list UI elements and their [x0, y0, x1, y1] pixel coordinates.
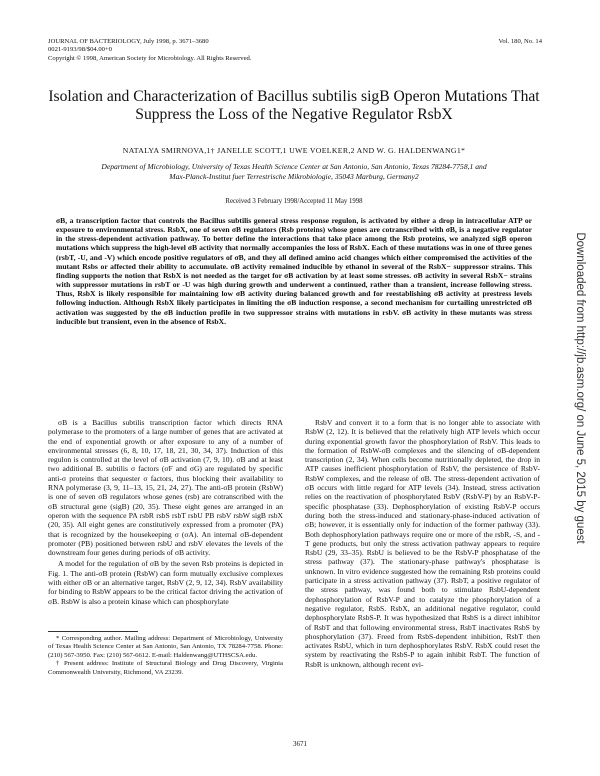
- received-accepted-dates: Received 3 February 1998/Accepted 11 May 1998: [225, 198, 363, 205]
- abstract: σB, a transcription factor that controls the Bacillus subtilis general stress response regulon, is activated by either a drop in intracellular ATP or exposure to environmental stress. RsbX, one of seven σB regulators (Rsb proteins) whose genes are cotranscribed with σB, is a negative regulator in the stress-dependent activation pathway. To better define the interactions that take place among the Rsb proteins, we analyzed sigB operon mutations which suppress the high-level σB activity that normally accompanies the loss of RsbX. Each of these mutations was in one of three genes (rsbT, -U, and -V) which encode positive regulators of σB, and they all defined amino acid changes which either compromised the activities of the mutant Rsbs or affected their ability to accumulate. σB activity remained inducible by ethanol in several of the RsbX− suppressor strains. This finding supports the notion that RsbX is not needed as the target for σB activation by at least some stresses. σB activity in several RsbX− strains with suppressor mutations in rsbT or -U was high during growth and underwent a continued, rather than a transient, increase following stress. Thus, RsbX is likely responsible for maintaining low σB activity during balanced growth and for reestablishing σB activity at prestress levels following induction. Although RsbX likely participates in limiting the σB induction response, a second mechanism for curtailing unrestricted σB activation was suggested by the σB induction profile in two suppressor strains with mutations in rsbV. σB activity in these mutants was stress inducible but transient, even in the absence of RsbX.: [56, 216, 532, 326]
- volume-info: Vol. 180, No. 14: [498, 38, 542, 45]
- body-paragraph: σB is a Bacillus subtilis transcription factor which directs RNA polymerase to the promoters of a large number of genes that are activated at the end of exponential growth or after exposure to any of a number of environmental stresses (6, 8, 10, 17, 18, 21, 30, 34, 37). Induction of this regulon is controlled at the level of σB activation (7, 9, 10). σB and at least two additional B. subtilis σ factors (σF and σG) are regulated by specific anti-σ proteins that sequester σ factors, thus blocking their availability to RNA polymerase (3, 9, 11–13, 15, 21, 24, 27). The anti-σB protein (RsbW) is one of seven σB regulators whose genes (rsb) are cotranscribed with the σB structural gene (sigB) (20, 35). These eight genes are arranged in an operon with the sequence PA rsbR rsbS rsbT rsbU PB rsbV rsbW sigB rsbX (20, 35). All eight genes are constitutively expressed from a promoter (PA) that is recognized by the housekeeping σ (σA). An internal σB-dependent promoter (PB) positioned between rsbU and rsbV elevates the levels of the downstream four genes during periods of σB activity.: [48, 418, 283, 558]
- article-title: Isolation and Characterization of Bacillus subtilis sigB Operon Mutations That Suppress the Loss of the Negative Regulator RsbX: [48, 88, 540, 123]
- page-number: 3671: [293, 740, 307, 748]
- download-watermark-text: Downloaded from http://jb.asm.org/ on June 5, 2015 by guest: [574, 232, 586, 544]
- footnote-divider: [48, 631, 138, 632]
- corresponding-author-note: * Corresponding author. Mailing address: Department of Microbiology, University of Texas Health Science Center at San Antonio, San Antonio, TX 78284-7758. Phone: (210) 567-3950. Fax: (210) 567-6612. E-mail: Haldenwang@UTHSCSA.edu.: [48, 635, 283, 659]
- body-paragraph: RsbV and convert it to a form that is no longer able to associate with RsbW (2, 12). It is believed that the relatively high ATP levels which occur during exponential growth favor the phosphorylation of RsbV. This leads to the formation of RsbW-σB complexes and the silencing of σB-dependent transcription (2, 34). When cells become nutritionally depleted, the drop in ATP causes inefficient phosphorylation of RsbV, the persistence of RsbV-RsbW complexes, and the release of σB. The stress-dependent activation of σB occurs with little regard for ATP levels (34). Instead, stress activation relies on the reactivation of phosphorylated RsbV (RsbV-P) by an RsbV-P-specific phosphatase (33). Dephosphorylation of existing RsbV-P occurs during both the stress-induced and stationary-phase-induced activation of σB; however, it is essentially only for induction of the former pathway (33). Both dephosphorylation pathways require one or more of the rsbR, -S, and -T gene products, but only the stress activation pathway appears to require RsbU (29, 33–35). RsbU is believed to be the RsbV-P phosphatase of the stress pathway (37). The stationary-phase pathway's phosphatase is unknown. In vitro evidence suggested how the remaining Rsb proteins could participate in a stress activation pathway (37). RsbT, a positive regulator of the stress pathway, was found both to stimulate RsbU-dependent dephosphorylation of RsbV-P and to catalyze the phosphorylation of a negative regulator, RsbS. RsbX, an additional negative regulator, could dephosphorylate RsbS-P. It was hypothesized that RsbS is a direct inhibitor of RsbT and that following environmental stress, RsbT inactivates RsbS by phosphorylation (37). Freed from RsbS-dependent inhibition, RsbT then activates RsbU, which in turn dephosphorylates RsbV. RsbX could reset the system by reactivating the RsbS-P to again inhibit RsbT. The function of RsbR is unknown, although recent evi-: [305, 418, 540, 669]
- author-affiliations: Department of Microbiology, University of Texas Health Science Center at San Antonio, San Antonio, Texas 78284-7758,1 and Max-Planck-Institut fuer Terrestrische Mikrobiologie, 35043 Marburg, Germany2: [101, 162, 487, 181]
- footnotes: [48, 635, 283, 677]
- author-list: NATALYA SMIRNOVA,1† JANELLE SCOTT,1 UWE VOELKER,2 AND W. G. HALDENWANG1*: [122, 146, 466, 155]
- body-column-left: [48, 418, 283, 606]
- copyright-line: Copyright © 1998, American Society for Microbiology. All Rights Reserved.: [48, 54, 252, 62]
- journal-citation: JOURNAL OF BACTERIOLOGY, July 1998, p. 3671–3680: [48, 38, 209, 45]
- body-column-right: [305, 418, 540, 669]
- present-address-note: † Present address: Institute of Structural Biology and Drug Discovery, Virginia Commonwealth University, Richmond, VA 23239.: [48, 660, 283, 676]
- journal-header: [48, 38, 378, 63]
- issn-line: 0021-9193/98/$04.00+0: [48, 46, 112, 54]
- body-paragraph: A model for the regulation of σB by the seven Rsb proteins is depicted in Fig. 1. The anti-σB protein (RsbW) can form mutually exclusive complexes with either σB or an alternative target, RsbV (2, 9, 12, 34). RsbV availability for binding to RsbW appears to be the critical factor driving the activation of σB. RsbW is also a protein kinase which can phosphorylate: [48, 559, 283, 606]
